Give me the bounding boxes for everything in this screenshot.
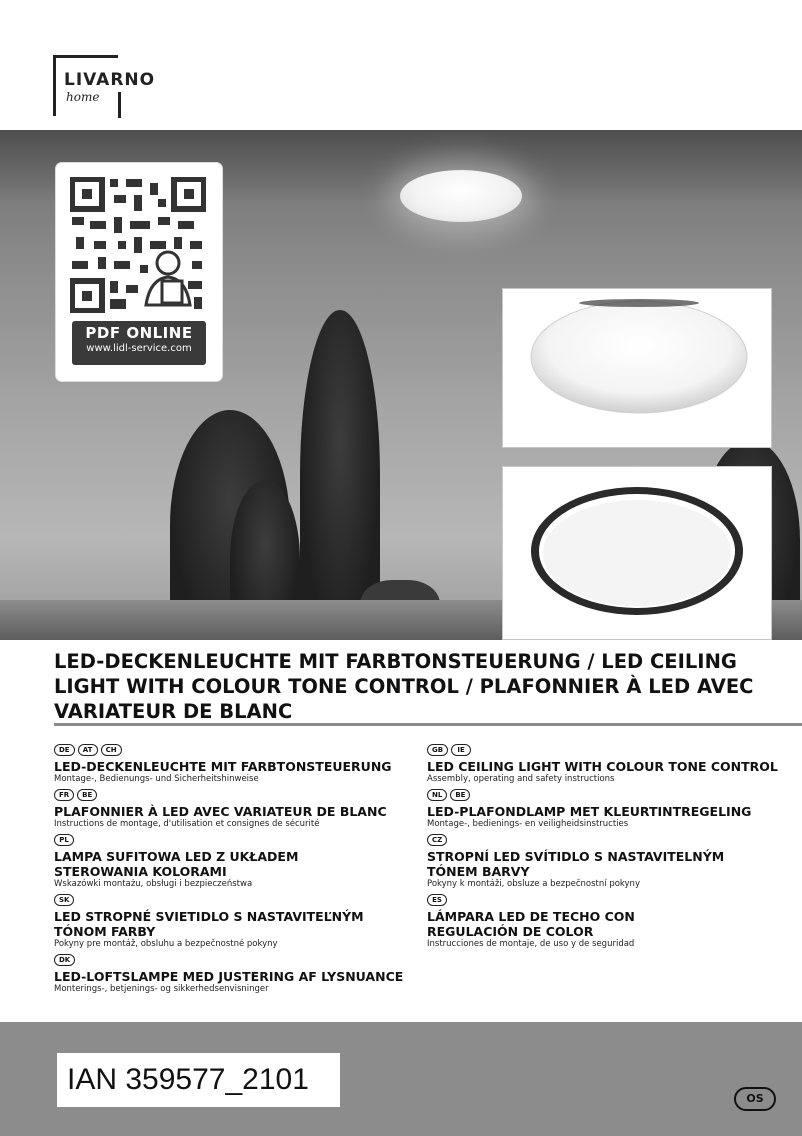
language-subtitle: Pokyny k montáži, obsluze a bezpečnostní pokyny <box>427 879 640 889</box>
language-entry <box>427 744 797 785</box>
country-code-badge: BE <box>450 789 470 801</box>
country-code-badge: NL <box>427 789 447 801</box>
language-subtitle: Montage-, Bedienungs- und Sicherheitshinweise <box>54 774 259 784</box>
plain-lamp-image <box>503 289 771 447</box>
language-entry <box>54 894 424 950</box>
country-code-badge: SK <box>54 894 74 906</box>
document-title: LED-DECKENLEUCHTE MIT FARBTONSTEUERUNG / LED CEILING LIGHT WITH COLOUR TONE CONTROL / PLAFONNIER À LED AVEC VARIATEUR DE BLANC <box>54 650 754 723</box>
language-subtitle: Monterings-, betjenings- og sikkerhedsenvisninger <box>54 984 269 994</box>
country-badges <box>54 954 424 966</box>
logo-sub: home <box>66 90 100 104</box>
country-code-badge: CH <box>101 744 122 756</box>
language-entry <box>54 834 424 890</box>
country-badges <box>427 894 797 906</box>
country-badges <box>54 834 424 846</box>
language-subtitle: Instrucciones de montaje, de uso y de seguridad <box>427 939 635 949</box>
language-title: PLAFONNIER À LED AVEC VARIATEUR DE BLANC <box>54 804 387 819</box>
language-title: LÁMPARA LED DE TECHO CON REGULACIÓN DE COLOR <box>427 909 635 939</box>
language-entry <box>427 789 797 830</box>
language-entry <box>427 894 797 950</box>
language-title: LED-LOFTSLAMPE MED JUSTERING AF LYSNUANCE <box>54 969 404 984</box>
language-title: LED-PLAFONDLAMP MET KLEURTINTREGELING <box>427 804 752 819</box>
language-subtitle: Wskazówki montażu, obsługi i bezpieczeństwa <box>54 879 253 889</box>
pdf-online-text: PDF ONLINE <box>85 324 193 342</box>
country-code-badge: AT <box>78 744 98 756</box>
country-code-badge: GB <box>427 744 448 756</box>
service-url[interactable]: www.lidl-service.com <box>86 343 192 354</box>
country-badges <box>427 744 797 756</box>
language-title: LED CEILING LIGHT WITH COLOUR TONE CONTROL <box>427 759 778 774</box>
logo-brand: LIVARNO <box>64 70 156 90</box>
country-badges <box>427 834 797 846</box>
title-divider <box>54 723 802 726</box>
country-code-badge: DE <box>54 744 75 756</box>
language-title: LED-DECKENLEUCHTE MIT FARBTONSTEUERUNG <box>54 759 392 774</box>
language-list-left <box>54 744 424 999</box>
product-photo-plain <box>502 288 772 448</box>
language-entry <box>427 834 797 890</box>
language-entry <box>54 954 424 995</box>
country-code-badge: ES <box>427 894 447 906</box>
language-subtitle: Pokyny pre montáž, obsluhu a bezpečnostné pokyny <box>54 939 278 949</box>
os-badge: OS <box>734 1087 776 1111</box>
country-badges <box>54 894 424 906</box>
language-title: LED STROPNÉ SVIETIDLO S NASTAVITEĽNÝM TÓNOM FARBY <box>54 909 364 939</box>
language-entry <box>54 789 424 830</box>
country-badges <box>427 789 797 801</box>
language-entry <box>54 744 424 785</box>
ring-lamp-image <box>503 467 771 639</box>
language-subtitle: Montage-, bedienings- en veiligheidsinstructies <box>427 819 629 829</box>
country-code-badge: BE <box>77 789 97 801</box>
ian-number: IAN 359577_2101 <box>57 1053 340 1107</box>
country-code-badge: IE <box>451 744 471 756</box>
country-badges <box>54 744 424 756</box>
country-code-badge: DK <box>54 954 75 966</box>
product-photo-ring <box>502 466 772 640</box>
ceiling-lamp-photo <box>400 170 522 222</box>
country-code-badge: PL <box>54 834 74 846</box>
brand-logo <box>53 55 156 116</box>
country-code-badge: FR <box>54 789 74 801</box>
language-subtitle: Instructions de montage, d'utilisation et consignes de sécurité <box>54 819 320 829</box>
language-subtitle: Assembly, operating and safety instructions <box>427 774 615 784</box>
language-title: LAMPA SUFITOWA LED Z UKŁADEM STEROWANIA KOLORAMI <box>54 849 299 879</box>
pdf-online-label[interactable] <box>72 321 206 365</box>
qr-card[interactable] <box>56 163 222 381</box>
language-title: STROPNÍ LED SVÍTIDLO S NASTAVITELNÝM TÓNEM BARVY <box>427 849 725 879</box>
language-list-right <box>427 744 797 954</box>
country-badges <box>54 789 424 801</box>
country-code-badge: CZ <box>427 834 447 846</box>
qr-code-icon <box>70 177 206 313</box>
